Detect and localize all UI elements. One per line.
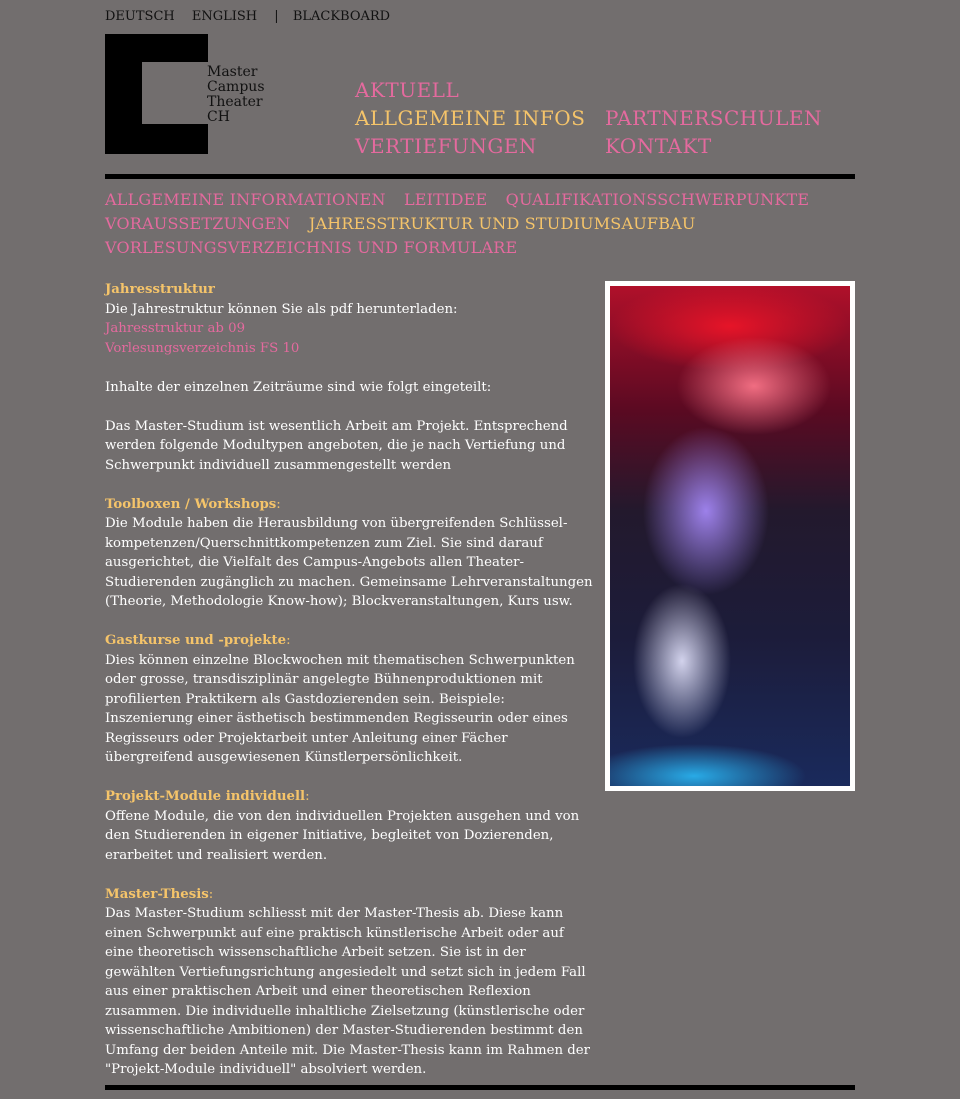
subnav-vorlesungsverzeichnis[interactable]: VORLESUNGSVERZEICHNIS UND FORMULARE (105, 238, 518, 257)
nav-kontakt[interactable]: KONTAKT (605, 134, 712, 158)
page-title: Jahresstruktur (105, 282, 215, 297)
pdf-link-vorlesungsverzeichnis[interactable]: Vorlesungsverzeichnis FS 10 (105, 340, 300, 356)
blackboard-link[interactable]: BLACKBOARD (292, 9, 391, 24)
text-master-thesis: Das Master-Studium schliesst mit der Master-Thesis ab. Diese kann einen Schwerpunkt auf eine praktisch künstlerische Arbeit oder auf eine theoretisch wissenschaftliche Arbeit setzen. Sie ist in der gewählten Vertiefungsrichtung angesiedelt und setzt sich in jedem Fall aus einer praktischen Arbeit und einer theoretischen Reflexion zusammen. Die individuelle inhaltliche Zielsetzung (künstlerische oder wissenschaftliche Ambitionen) der Master-Studierenden bestimmt den Umfang der beiden Anteile mit. Die Master-Thesis kann im Rahmen der "Projekt-Module individuell" absolviert werden. (105, 906, 591, 1077)
subnav-voraussetzungen[interactable]: VORAUSSETZUNGEN (105, 214, 291, 233)
header-divider (105, 174, 855, 179)
pdf-link-jahresstruktur[interactable]: Jahresstruktur ab 09 (105, 321, 246, 336)
lang-deutsch-link[interactable]: DEUTSCH (105, 9, 175, 24)
footer-divider (105, 1085, 855, 1090)
heading-projekt-module: Projekt-Module individuell (105, 789, 306, 804)
nav-partnerschulen[interactable]: PARTNERSCHULEN (605, 106, 822, 130)
photo-frame (605, 281, 855, 791)
nav-aktuell[interactable]: AKTUELL (355, 78, 460, 102)
intro-text: Die Jahrestruktur können Sie als pdf herunterladen: (105, 301, 458, 317)
text-projekt-module: Offene Module, die von den individuellen Projekten ausgehen und von den Studierenden in eigener Initiative, begleitet von Dozierenden, erarbeitet und realisiert werden. (105, 808, 580, 863)
subnav-row-2 (105, 214, 709, 233)
subnav-row-1 (105, 190, 822, 209)
heading-master-thesis: Master-Thesis (105, 886, 209, 902)
language-bar (105, 9, 400, 24)
paragraph-inhalte: Inhalte der einzelnen Zeiträume sind wie folgt eingeteilt: (105, 379, 492, 395)
subnav-jahresstruktur[interactable]: JAHRESSTRUKTUR UND STUDIUMSAUFBAU (308, 214, 696, 233)
lang-english-link[interactable]: ENGLISH (191, 9, 258, 24)
theater-photo (610, 286, 850, 786)
nav-allgemeine-infos[interactable]: ALLGEMEINE INFOS (355, 106, 586, 130)
heading-gastkurse: Gastkurse und -projekte (105, 633, 287, 648)
lang-separator: | (274, 9, 279, 24)
main-nav (355, 78, 855, 168)
text-gastkurse: Dies können einzelne Blockwochen mit thematischen Schwerpunkten oder grosse, transdisziplinär angelegte Bühnenproduktionen mit profilierten Praktikern als Gastdozierenden sein. Beispiele: Inszenierung einer ästhetisch bestimmenden Regisseurin oder eines Regisseurs oder Projektarbeit unter Anleitung einer Fächer übergreifend ausgewiesenen Künstlerpersönlichkeit. (105, 652, 575, 765)
logo[interactable] (105, 34, 275, 156)
main-content: Jahresstruktur Die Jahrestruktur können Sie als pdf herunterladen: Jahresstruktur ab 09 Vorlesungsverzeichnis FS 10 Inhalte der einzelnen Zeiträume sind wie folgt eingeteilt: Das Master-Studium ist wesentlich Arbeit am Projekt. Entsprechend werden folgende Modultypen angeboten, die je nach Vertiefung und Schwerpunkt individuell zusammengestellt werden Toolboxen / Workshops: Die Module haben die Herausbildung von übergreifenden Schlüssel-kompetenzen/Querschnittkompetenzen zum Ziel. Sie sind darauf ausgerichtet, die Vielfalt des Campus-Angebots allen Theater-Studierenden zugänglich zu machen. Gemeinsame Lehrveranstaltungen (Theorie, Methodologie Know-how); Blockveranstaltungen, Kurs usw. Gastkurse und -projekte: Dies können einzelne Blockwochen mit thematischen Schwerpunkten oder grosse, transdisziplinär angelegte Bühnenproduktionen mit profilierten Praktikern als Gastdozierenden sein. Beispiele: Inszenierung einer ästhetisch bestimmenden Regisseurin oder eines Regisseurs oder Projektarbeit unter Anleitung einer Fächer übergreifend ausgewiesenen Künstlerpersönlichkeit. Projekt-Module individuell: Offene Module, die von den individuellen Projekten ausgehen und von den Studierenden in eigener Initiative, begleitet von Dozierenden, erarbeitet und realisiert werden. Master-Thesis: Das Master-Studium schliesst mit der Master-Thesis ab. Diese kann einen Schwerpunkt auf eine praktisch künstlerische Arbeit oder auf eine theoretisch wissenschaftliche Arbeit setzen. Sie ist in der gewählten Vertiefungsrichtung angesiedelt und setzt sich in jedem Fall aus einer praktischen Arbeit und einer theoretischen Reflexion zusammen. Die individuelle inhaltliche Zielsetzung (künstlerische oder wissenschaftliche Ambitionen) der Master-Studierenden bestimmt den Umfang der beiden Anteile mit. Die Master-Thesis kann im Rahmen der "Projekt-Module individuell" absolviert werden. (105, 280, 595, 1099)
subnav-row-3 (105, 238, 530, 257)
logo-text: Master Campus Theater CH (207, 64, 265, 125)
subnav-leitidee[interactable]: LEITIDEE (403, 190, 488, 209)
subnav-allgemeine-informationen[interactable]: ALLGEMEINE INFORMATIONEN (105, 190, 386, 209)
nav-vertiefungen[interactable]: VERTIEFUNGEN (355, 134, 537, 158)
subnav-qualifikationsschwerpunkte[interactable]: QUALIFIKATIONSSCHWERPUNKTE (505, 190, 810, 209)
heading-toolboxen: Toolboxen / Workshops (105, 496, 277, 512)
paragraph-master-studium: Das Master-Studium ist wesentlich Arbeit am Projekt. Entsprechend werden folgende Modultypen angeboten, die je nach Vertiefung und Schwerpunkt individuell zusammengestellt werden (105, 418, 568, 473)
text-toolboxen: Die Module haben die Herausbildung von übergreifenden Schlüssel-kompetenzen/Querschnittkompetenzen zum Ziel. Sie sind darauf ausgerichtet, die Vielfalt des Campus-Angebots allen Theater-Studierenden zugänglich zu machen. Gemeinsame Lehrveranstaltungen (Theorie, Methodologie Know-how); Blockveranstaltungen, Kurs usw. (105, 516, 593, 609)
